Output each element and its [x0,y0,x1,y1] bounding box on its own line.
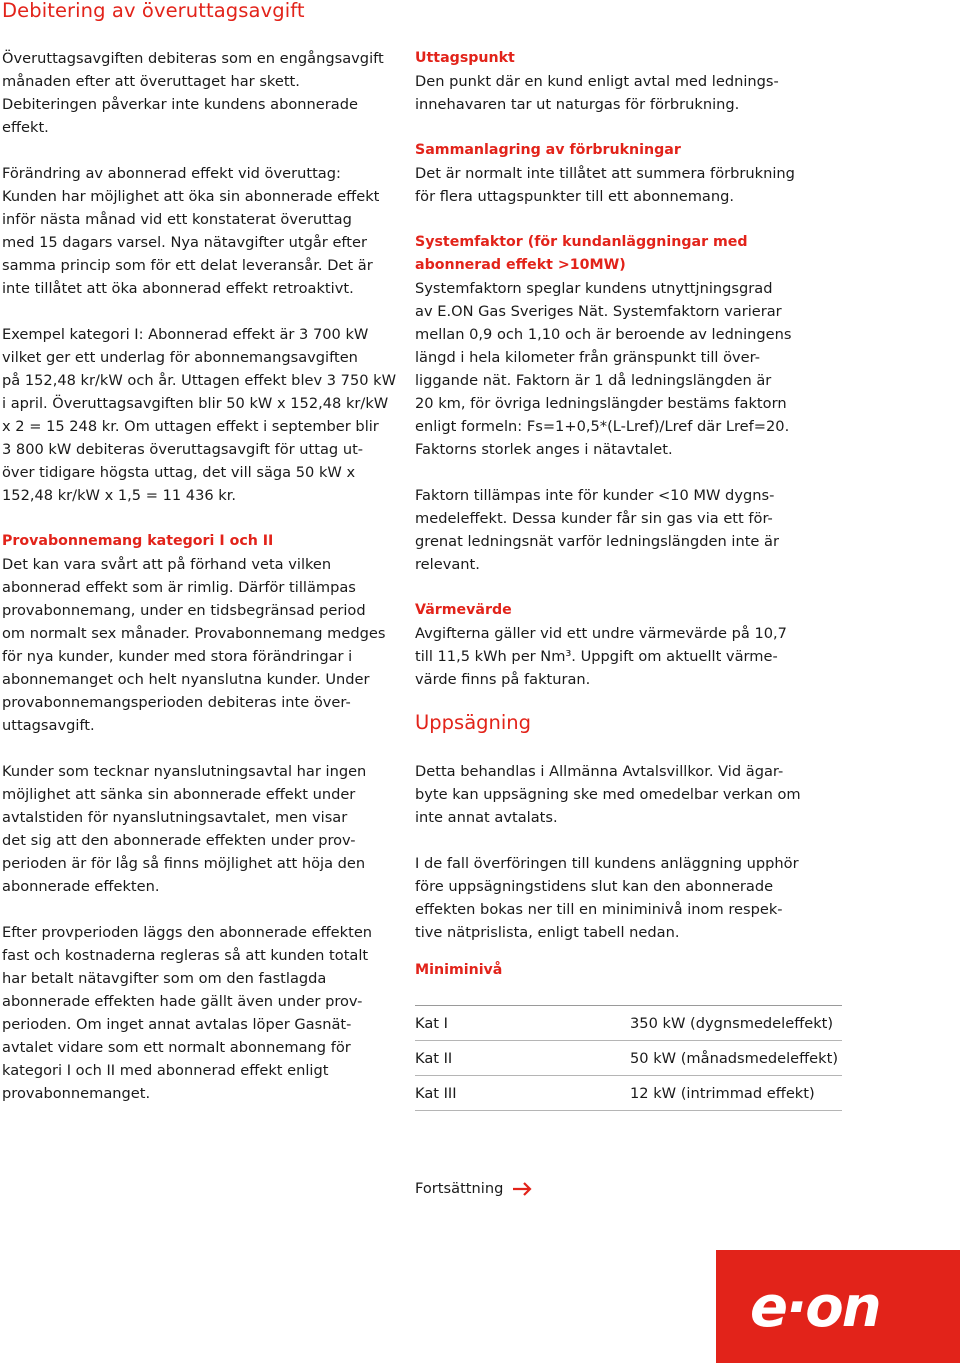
page-title: Debitering av överuttagsavgift [2,0,305,22]
text-line: provabonnemangsperioden debiteras inte över- [2,694,351,711]
text-line: Det är normalt inte tillåtet att summera förbrukning [415,165,795,182]
text-line: över tidigare högsta uttag, det vill säga 50 kW x [2,464,356,481]
paragraph [2,323,397,507]
text-line: x 2 = 15 248 kr. Om uttagen effekt i september blir [2,418,379,435]
text-line: Det kan vara svårt att på förhand veta vilken [2,556,332,573]
text-line: Faktorn tillämpas inte för kunder <10 MW dygns- [415,487,775,504]
text-line: Den punkt där en kund enligt avtal med lednings- [415,73,779,90]
paragraph [415,852,855,944]
heading-line: Sammanlagring av förbrukningar [415,142,681,158]
text-line: på 152,48 kr/kW och år. Uttagen effekt blev 3 750 kW [2,372,397,389]
text-line: det sig att den abonnerade effekten under prov- [2,832,356,849]
text-line: effekt. [2,119,49,136]
paragraph [2,921,394,1105]
category-cell: Kat III [415,1084,457,1102]
arrow-right-icon [511,1181,533,1197]
heading-line: abonnerad effekt >10MW) [415,257,626,273]
table-row [415,1041,842,1076]
level-cell: 12 kW (intrimmad effekt) [630,1084,815,1102]
text-line: Debiteringen påverkar inte kundens abonnerade [2,96,358,113]
heading-line: Värmevärde [415,602,512,618]
text-line: innehavaren tar ut naturgas för förbrukning. [415,96,740,113]
definition-block [415,231,855,461]
level-cell: 50 kW (månadsmedeleffekt) [630,1049,839,1067]
heading-line: Provabonnemang kategori I och II [2,533,274,549]
text-line: kategori I och II med abonnerad effekt enligt [2,1062,329,1079]
text-line: inför nästa månad vid ett konstaterat överuttag [2,211,352,228]
text-line: Förändring av abonnerad effekt vid överuttag: [2,165,341,182]
continue-link[interactable] [415,1180,533,1197]
text-line: grenat ledningsnät varför ledningslängden inte är [415,533,779,550]
heading-line: Systemfaktor (för kundanläggningar med [415,234,748,250]
paragraph [2,553,394,737]
section-title: Uppsägning [415,711,532,734]
paragraph [2,162,394,300]
paragraph [2,47,394,139]
table-row [415,1006,842,1041]
text-line: perioden är för låg så finns möjlighet att höja den [2,855,366,872]
text-line: abonnerad effekt som är rimlig. Därför tillämpas [2,579,356,596]
text-line: vilket ger ett underlag för abonnemangsavgiften [2,349,358,366]
text-line: till 11,5 kWh per Nm³. Uppgift om aktuellt värme- [415,648,778,665]
paragraph [2,760,394,898]
text-line: Detta behandlas i Allmänna Avtalsvillkor. Vid ägar- [415,763,784,780]
text-line: inte tillåtet att öka abonnerad effekt retroaktivt. [2,280,354,297]
text-line: mellan 0,9 och 1,10 och är beroende av ledningens [415,326,792,343]
text-line: om normalt sex månader. Provabonnemang medges [2,625,386,642]
text-line: för flera uttagspunkter till ett abonnemang. [415,188,735,205]
text-line: medeleffekt. Dessa kunder får sin gas via ett för- [415,510,773,527]
text-line: med 15 dagars varsel. Nya nätavgifter utgår efter [2,234,368,251]
text-line: längd i hela kilometer från gränspunkt till över- [415,349,760,366]
text-line: Faktorns storlek anges i nätavtalet. [415,441,673,458]
text-line: Avgifterna gäller vid ett undre värmevärde på 10,7 [415,625,787,642]
text-line: abonnerade effekten hade gällt även under prov- [2,993,363,1010]
text-line: avtalstiden för nyanslutningsavtalet, men visar [2,809,348,826]
text-line: byte kan uppsägning ske med omedelbar verkan om [415,786,801,803]
text-line: före uppsägningstidens slut kan den abonnerade [415,878,774,895]
text-line: i april. Överuttagsavgiften blir 50 kW x 152,48 kr/kW [2,395,389,412]
text-line: Kunden har möjlighet att öka sin abonnerade effekt [2,188,380,205]
definition-block [415,484,855,576]
miniminiva-table [415,1005,842,1111]
text-line: av E.ON Gas Sveriges Nät. Systemfaktorn varierar [415,303,782,320]
logo-text: e·on [750,1275,880,1340]
definition-block [415,599,855,691]
eon-logo [716,1250,960,1363]
text-line: liggande nät. Faktorn är 1 då ledningslängden är [415,372,772,389]
text-line: abonnemanget och helt nyanslutna kunder. Under [2,671,370,688]
text-line: Kunder som tecknar nyanslutningsavtal har ingen [2,763,367,780]
definition-block [415,139,855,208]
text-line: I de fall överföringen till kundens anläggning upphör [415,855,799,872]
text-line: har betalt nätavgifter som om den fastlagda [2,970,327,987]
left-column [2,47,397,1128]
text-line: 152,48 kr/kW x 1,5 = 11 436 kr. [2,487,237,504]
paragraph [415,760,855,829]
text-line: Efter provperioden läggs den abonnerade effekten [2,924,373,941]
text-line: effekten bokas ner till en miniminivå inom respek- [415,901,783,918]
text-line: Överuttagsavgiften debiteras som en engångsavgift [2,50,384,67]
text-line: samma princip som för ett delat leveransår. Det är [2,257,373,274]
text-line: Exempel kategori I: Abonnerad effekt är 3 700 kW [2,326,369,343]
text-line: möjlighet att sänka sin abonnerade effekt under [2,786,356,803]
text-line: Systemfaktorn speglar kundens utnyttjningsgrad [415,280,773,297]
text-line: provabonnemanget. [2,1085,151,1102]
right-column [415,47,855,714]
table-row [415,1076,842,1111]
text-line: avtalet vidare som ett normalt abonnemang för [2,1039,351,1056]
text-line: enligt formeln: Fs=1+0,5*(L-Lref)/Lref där Lref=20. [415,418,790,435]
level-cell: 350 kW (dygnsmedeleffekt) [630,1014,834,1032]
continue-label: Fortsättning [415,1180,504,1197]
text-line: tive nätprislista, enligt tabell nedan. [415,924,680,941]
text-line: fast och kostnaderna regleras så att kunden totalt [2,947,369,964]
text-line: för nya kunder, kunder med stora förändringar i [2,648,353,665]
text-line: månaden efter att överuttaget har skett. [2,73,300,90]
table-heading: Miniminivå [415,962,503,978]
eon-logo-mark [716,1250,960,1363]
text-line: abonnerade effekten. [2,878,160,895]
definition-block [415,47,855,116]
category-cell: Kat II [415,1049,453,1067]
text-line: 3 800 kW debiteras överuttagsavgift för uttag ut- [2,441,364,458]
text-line: 20 km, för övriga ledningslängder bestäms faktorn [415,395,787,412]
left-heading [2,530,394,553]
text-line: inte annat avtalats. [415,809,558,826]
heading-line: Uttagspunkt [415,50,515,66]
text-line: uttagsavgift. [2,717,95,734]
text-line: perioden. Om inget annat avtalas löper Gasnät- [2,1016,352,1033]
text-line: värde finns på fakturan. [415,671,591,688]
text-line: relevant. [415,556,480,573]
text-line: provabonnemang, under en tidsbegränsad period [2,602,366,619]
section-body [415,760,855,967]
category-cell: Kat I [415,1014,448,1032]
